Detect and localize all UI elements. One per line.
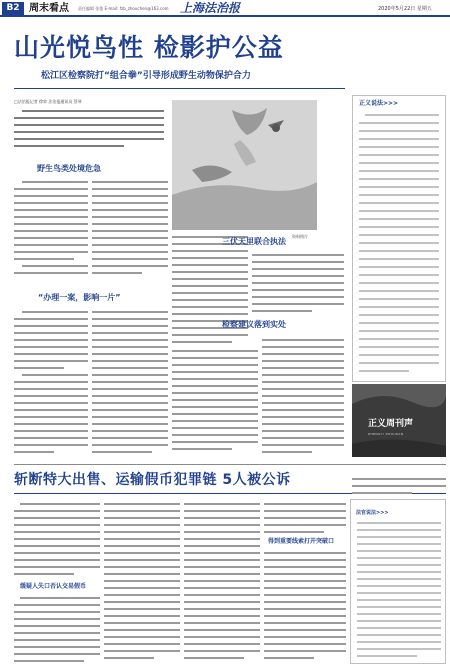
byline: □法治报记者 徐荣 法治报通讯员 蔡琴 bbox=[14, 99, 82, 104]
page-header bbox=[0, 0, 450, 17]
sidebar-title: 正义说法>>> bbox=[359, 100, 399, 107]
subtitle-procuratorial-advice: 检察建议落到实处 bbox=[222, 320, 286, 329]
headline-rule bbox=[14, 88, 345, 89]
commentary-sidebar bbox=[352, 95, 446, 382]
issue-date: 2020年5月22日 星期五 bbox=[378, 6, 432, 12]
subtitle-birds: 野生鸟类处境危急 bbox=[37, 164, 101, 173]
main-subheadline: 松江区检察院打“组合拳”引导形成野生动物保护合力 bbox=[41, 71, 251, 81]
masthead-logo: 上海法治报 bbox=[180, 1, 241, 15]
judge-commentary-box bbox=[350, 499, 446, 664]
banner-title: 正义周刊声 bbox=[368, 419, 414, 429]
editor-line: 责任编辑 张俊 E-mail: fzb_zhouchen@163.com bbox=[78, 6, 169, 11]
weekly-banner bbox=[352, 384, 446, 457]
judge-commentary-title: 法官说法>>> bbox=[356, 510, 389, 516]
article-photo bbox=[172, 100, 317, 230]
subtitle-denial: 缓疑人失口否认交易假币 bbox=[20, 583, 87, 590]
photo-credit: 资料图片 bbox=[292, 234, 308, 239]
main-headline: 山光悦鸟性 检影护公益 bbox=[14, 33, 284, 62]
hand-releasing-bird-image bbox=[172, 100, 317, 230]
subtitle-breakthrough: 得到重要线索打开突破口 bbox=[268, 538, 335, 545]
section-name: 周末看点 bbox=[29, 3, 69, 14]
banner-subtitle: ZHENGYI ZHOUKAN bbox=[368, 432, 404, 436]
subtitle-joint-enforcement: 三伏天里联合执法 bbox=[222, 237, 286, 246]
second-headline: 斩断特大出售、运输假币犯罪链 5人被公诉 bbox=[14, 472, 291, 488]
subtitle-case-impact: “办理一案，影响一片” bbox=[38, 293, 121, 302]
page-number-badge: B2 bbox=[2, 2, 24, 15]
section-divider bbox=[14, 464, 446, 465]
